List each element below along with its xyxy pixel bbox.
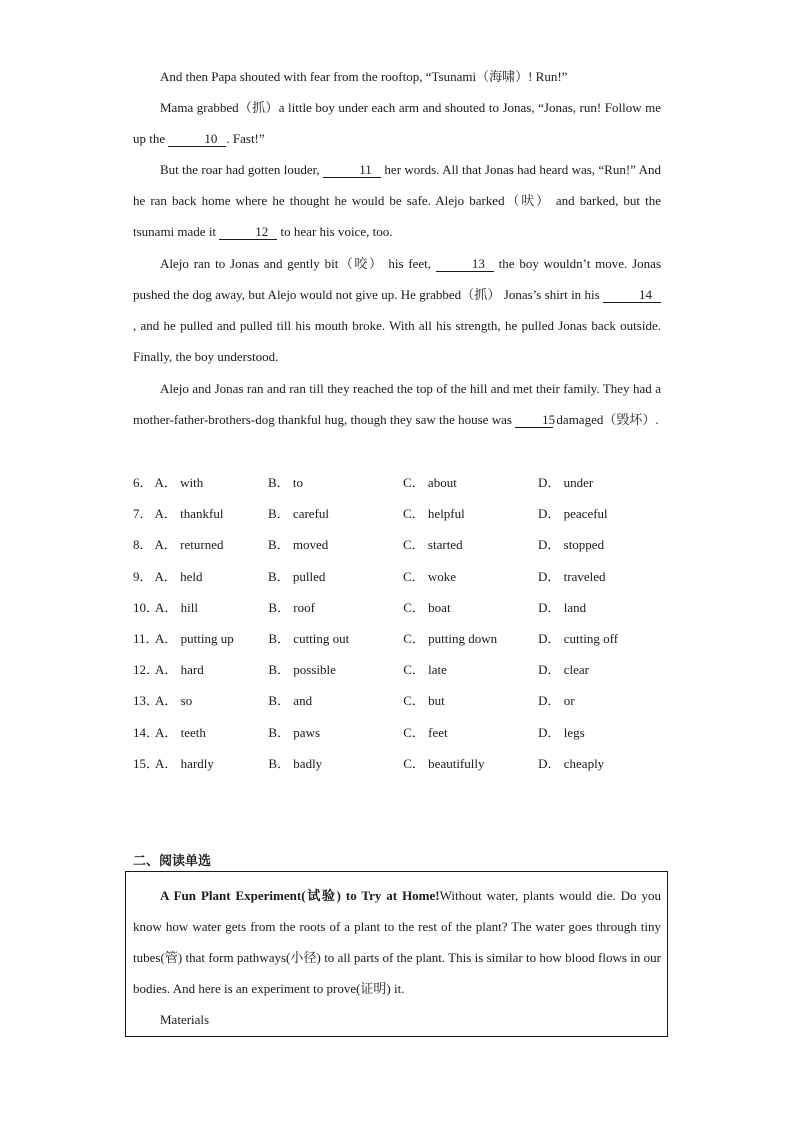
option-d[interactable]: D． cheaply: [538, 755, 605, 771]
reading-passage-box: [125, 871, 668, 1037]
option-a[interactable]: A． hill: [155, 599, 198, 615]
passage-text: Mama grabbed（抓）a little boy under each arm and shouted to Jonas, “Jonas, run! Follow me up the: [133, 100, 661, 146]
passage-paragraph-2: [133, 92, 661, 154]
option-c[interactable]: C． beautifully: [403, 755, 485, 771]
passage-paragraph-1: [133, 61, 661, 92]
question-row: [133, 716, 673, 747]
passage-text: Alejo and Jonas ran and ran till they reached the top of the hill and met their family. They had a mother-father-brothers-dog thankful hug, though they saw the house was: [133, 381, 661, 427]
question-number: 14．: [133, 724, 160, 740]
passage-text: to hear his voice, too.: [277, 224, 393, 239]
question-number: 9．: [133, 568, 153, 584]
option-c[interactable]: C． woke: [403, 568, 457, 584]
option-c[interactable]: C． helpful: [403, 506, 465, 522]
option-c[interactable]: C． late: [403, 662, 447, 678]
question-row: [133, 622, 673, 653]
question-row: [133, 684, 673, 715]
question-row: [133, 466, 673, 497]
option-b[interactable]: B． cutting out: [268, 631, 350, 647]
passage-paragraph-5: [133, 373, 661, 435]
blank-10: 10: [168, 132, 226, 147]
option-c[interactable]: C． started: [403, 537, 463, 553]
reading-passage-text: [133, 880, 661, 1004]
question-number: 10．: [133, 599, 160, 615]
question-row: [133, 747, 673, 778]
option-c[interactable]: C． boat: [403, 599, 451, 615]
option-d[interactable]: D． clear: [538, 662, 590, 678]
option-d[interactable]: D． stopped: [538, 537, 605, 553]
option-b[interactable]: B． roof: [268, 599, 315, 615]
option-a[interactable]: A． hard: [155, 662, 204, 678]
option-c[interactable]: C． putting down: [403, 631, 498, 647]
option-b[interactable]: B． pulled: [268, 568, 326, 584]
question-number: 11．: [133, 631, 159, 647]
option-d[interactable]: D． traveled: [538, 568, 606, 584]
question-number: 6．: [133, 475, 153, 491]
option-b[interactable]: B． possible: [268, 662, 336, 678]
option-d[interactable]: D． cutting off: [538, 631, 619, 647]
option-c[interactable]: C． feet: [403, 724, 448, 740]
blank-14: 14: [603, 288, 661, 303]
passage-text: the boy wouldn’t move. Jonas pushed the dog away, but Alejo would not give up. He grabbed（抓） Jonas’s shirt in his: [133, 256, 661, 302]
blank-13: 13: [436, 257, 494, 272]
passage-text: And then Papa shouted with fear from the rooftop, “Tsunami（海啸）! Run!”: [160, 69, 568, 84]
materials-label: Materials: [160, 1012, 210, 1027]
blank-12: 12: [219, 225, 277, 240]
option-d[interactable]: D． legs: [538, 724, 585, 740]
passage-text: But the roar had gotten louder,: [160, 162, 324, 177]
passage-text: her words. All that Jonas had heard was, “Run!” And he ran back home where he thought he would be safe. Alejo barked（吠） and barked, but the tsunami made it: [133, 162, 661, 239]
option-a[interactable]: A． thankful: [154, 506, 224, 522]
option-b[interactable]: B． careful: [268, 506, 330, 522]
blank-15: 15: [515, 413, 553, 428]
option-b[interactable]: B． badly: [268, 755, 323, 771]
question-number: 15．: [133, 755, 160, 771]
question-row: [133, 560, 673, 591]
option-a[interactable]: A． with: [154, 475, 204, 491]
answer-options: [133, 466, 673, 778]
passage-paragraph-4: [133, 248, 661, 372]
question-number: 7．: [133, 506, 153, 522]
question-row: [133, 528, 673, 559]
option-d[interactable]: D． peaceful: [538, 506, 608, 522]
option-d[interactable]: D． land: [538, 599, 587, 615]
question-row: [133, 653, 673, 684]
passage-text: Alejo ran to Jonas and gently bit（咬） his feet,: [160, 256, 436, 271]
passage-text: . Fast!”: [226, 131, 265, 146]
option-a[interactable]: A． returned: [154, 537, 224, 553]
option-c[interactable]: C． about: [403, 475, 457, 491]
question-row: [133, 497, 673, 528]
passage-paragraph-3: [133, 154, 661, 247]
option-a[interactable]: A． hardly: [155, 755, 214, 771]
option-a[interactable]: A． held: [154, 568, 203, 584]
option-d[interactable]: D． under: [538, 475, 594, 491]
reading-title: A Fun Plant Experiment(试验) to Try at Home!: [160, 888, 440, 903]
blank-11: 11: [323, 163, 381, 178]
question-number: 13．: [133, 693, 160, 709]
passage-text: damaged（毁坏）.: [553, 412, 659, 427]
reading-body: Without water, plants would die. Do you know how water gets from the roots of a plant to the rest of the plant? The water goes through tiny tubes(管) that form pathways(小径) to all parts of the plant. This is similar to how blood flows in our bodies. And here is an experiment to prove(证明) it.: [133, 888, 661, 996]
option-a[interactable]: A． putting up: [155, 631, 234, 647]
option-b[interactable]: B． paws: [268, 724, 321, 740]
option-b[interactable]: B． moved: [268, 537, 329, 553]
option-a[interactable]: A． teeth: [155, 724, 206, 740]
option-c[interactable]: C． but: [403, 693, 445, 709]
option-b[interactable]: B． and: [268, 693, 313, 709]
option-b[interactable]: B． to: [268, 475, 304, 491]
section-heading: 二、阅读单选: [133, 853, 212, 868]
question-row: [133, 591, 673, 622]
option-d[interactable]: D． or: [538, 693, 575, 709]
question-number: 8．: [133, 537, 153, 553]
passage-text: , and he pulled and pulled till his mouth broke. With all his strength, he pulled Jonas back outside. Finally, the boy understood.: [133, 318, 661, 364]
option-a[interactable]: A． so: [155, 693, 193, 709]
question-number: 12．: [133, 662, 160, 678]
